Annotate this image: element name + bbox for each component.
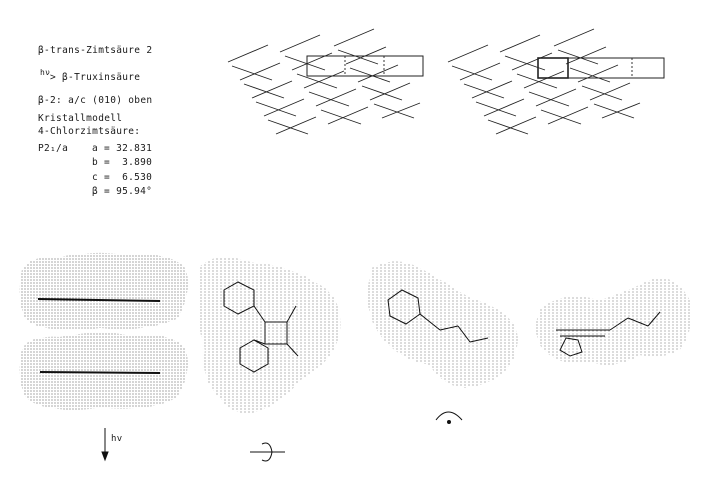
space-group: P2₁/a [38, 143, 69, 154]
hv-label: hν [40, 68, 51, 77]
packing-diagram-right [448, 29, 664, 134]
molecule-side-view [536, 278, 691, 365]
molecule-dimer [198, 257, 341, 413]
product-label: > β-Truxinsäure [50, 72, 141, 83]
rotation-icon-circular [436, 412, 462, 424]
molecule-stacked-pair [19, 253, 188, 410]
compound-label: 4-Chlorzimtsäure: [38, 126, 141, 137]
model-label: Kristallmodell [38, 113, 123, 124]
molecule-rotated [368, 262, 518, 389]
cell-a: a = 32.831 [92, 143, 153, 154]
cell-c: c = 6.530 [92, 172, 153, 183]
packing-diagram-left [228, 29, 423, 134]
cell-beta: β = 95.94° [92, 186, 153, 197]
hv-arrow-label: hv [111, 434, 123, 444]
rotation-icon-horizontal [250, 443, 285, 461]
plane-note: β-2: a/c (010) oben [38, 95, 153, 106]
cell-b: b = 3.890 [92, 157, 153, 168]
hv-arrow-icon [102, 428, 108, 460]
figure-title: β-trans-Zimtsäure 2 [38, 45, 153, 56]
